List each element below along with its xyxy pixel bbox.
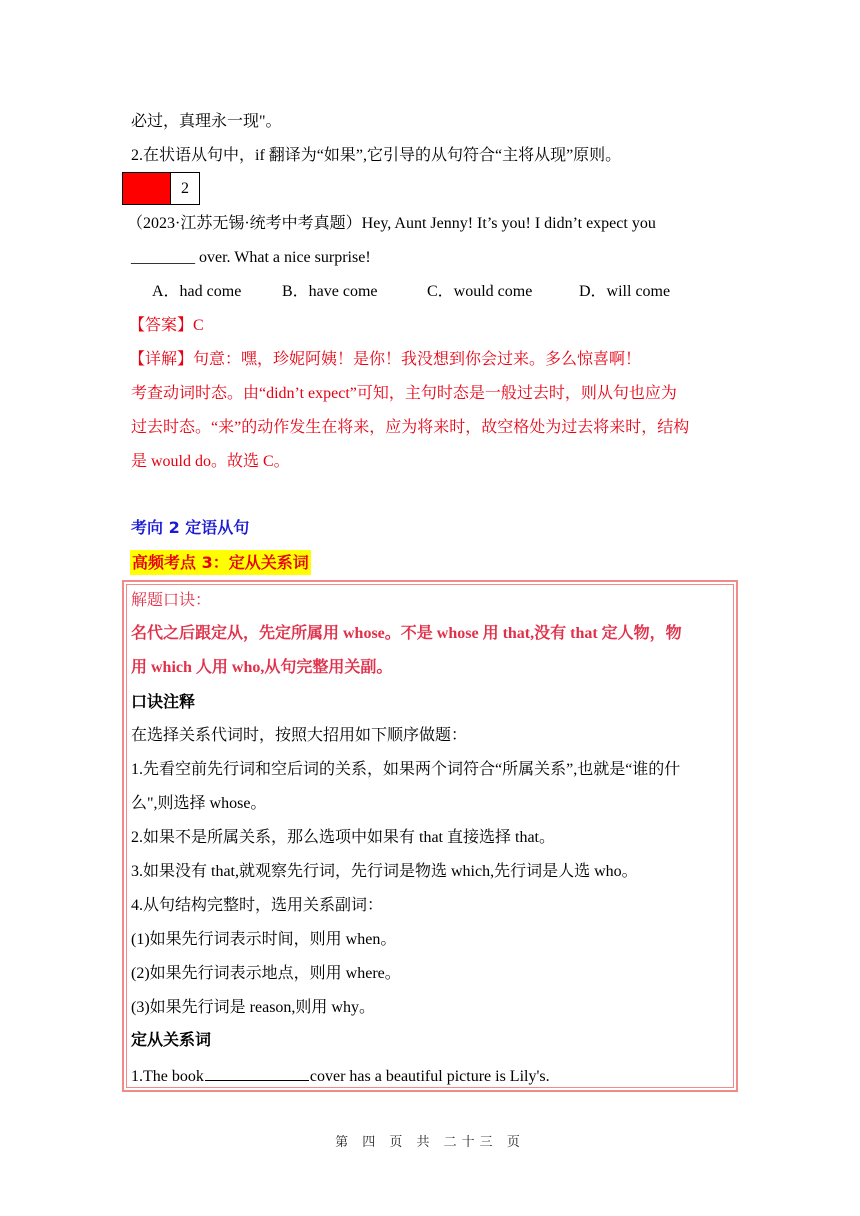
answer-blank: ________ <box>131 249 195 266</box>
option-d: D．will come <box>579 283 671 300</box>
example-title: 定从关系词 <box>131 1030 212 1049</box>
note-text: 3.如果没有 that,就观察先行词，先行词是物选 which,先行词是人选 who。 <box>131 863 638 880</box>
example-text: 1.The book <box>131 1068 204 1085</box>
question-stem: （2023·江苏无锡·统考中考真题）Hey, Aunt Jenny! It’s you! I didn’t expect you <box>127 215 656 232</box>
question-stem-line2 <box>131 248 371 268</box>
example-blank <box>205 1064 309 1081</box>
note-text: 1.先看空前先行词和空后词的关系，如果两个词符合“所属关系”,也就是“谁的什 <box>131 761 681 778</box>
tip-text: 名代之后跟定从，先定所属用 whose。不是 whose 用 that,没有 that 定人物，物 <box>131 625 682 642</box>
explain-line: 过去时态。“来”的动作发生在将来，应为将来时，故空格处为过去将来时，结构 <box>131 419 690 436</box>
note-text: 在选择关系代词时，按照大招用如下顺序做题： <box>131 727 468 744</box>
explain-line <box>129 350 641 370</box>
explain-text: 句意：嘿，珍妮阿姨！是你！我没想到你会过来。多么惊喜啊！ <box>193 351 642 368</box>
question-stem-text: over. What a nice surprise! <box>195 249 371 266</box>
note-text: 2.如果不是所属关系，那么选项中如果有 that 直接选择 that。 <box>131 829 555 846</box>
option-a: A．had come <box>152 283 242 300</box>
explain-line: 考查动词时态。由“didn’t expect”可知，主句时态是一般过去时，则从句也应为 <box>131 385 677 402</box>
note-text: 么",则选择 whose。 <box>131 795 267 812</box>
prev-text-line: 2.在状语从句中，if 翻译为“如果”,它引导的从句符合“主将从现”原则。 <box>131 147 622 164</box>
note-text: (3)如果先行词是 reason,则用 why。 <box>131 999 375 1016</box>
explain-line: 是 would do。故选 C。 <box>131 453 290 470</box>
tip-text: 用 which 人用 who,从句完整用关副。 <box>131 659 393 676</box>
red-marker <box>123 173 171 204</box>
note-text: (1)如果先行词表示时间，则用 when。 <box>131 931 397 948</box>
example-text: cover has a beautiful picture is Lily's. <box>309 1068 550 1085</box>
question-number: 2 <box>181 180 189 197</box>
question-number-box <box>122 172 200 205</box>
note-text: 4.从句结构完整时，选用关系副词： <box>131 897 384 914</box>
highlight-title: 高频考点 3：定从关系词 <box>130 550 311 575</box>
option-b: B．have come <box>282 283 378 300</box>
section-heading: 考向 2 定语从句 <box>131 518 250 537</box>
option-c: C．would come <box>427 283 533 300</box>
answer-line: 【答案】C <box>129 317 204 334</box>
note-text: (2)如果先行词表示地点，则用 where。 <box>131 965 401 982</box>
tip-title: 解题口诀： <box>131 590 212 609</box>
page-footer: 第 四 页 共 二十三 页 <box>335 1135 525 1150</box>
example-line <box>131 1064 550 1087</box>
prev-text-line: 必过，真理永一现"。 <box>131 113 282 130</box>
explain-label: 【详解】 <box>129 351 194 368</box>
note-title: 口诀注释 <box>131 692 196 711</box>
